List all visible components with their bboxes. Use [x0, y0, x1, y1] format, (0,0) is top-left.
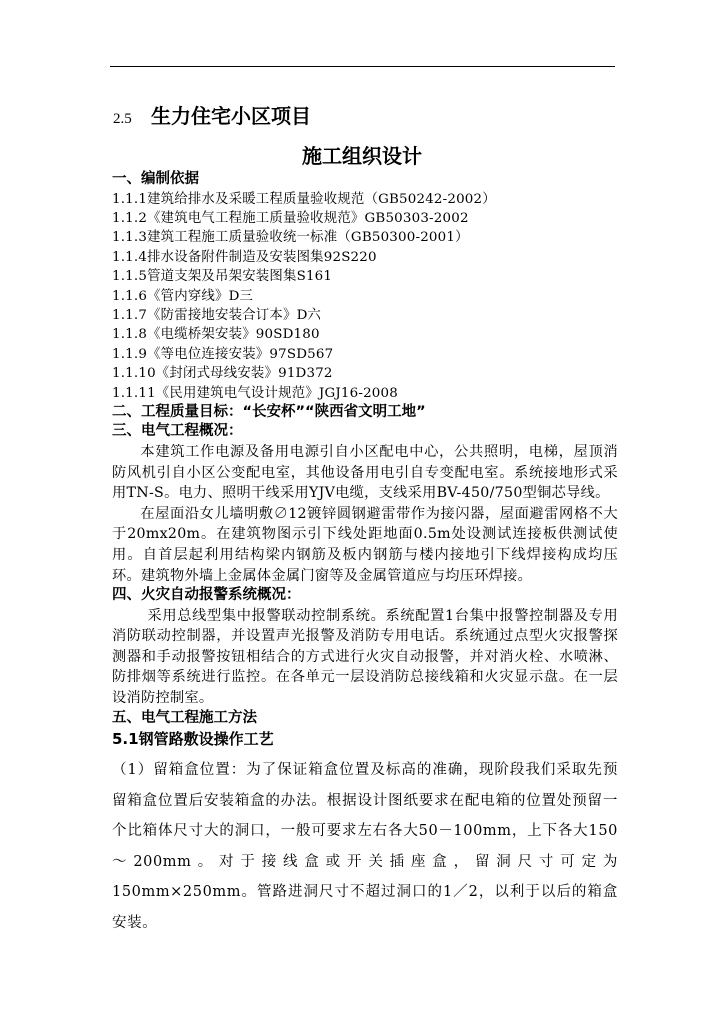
- reference-item: 1.1.10《封闭式母线安装》91D372: [112, 366, 333, 382]
- reference-item: 1.1.1建筑给排水及采暖工程质量验收规范（GB50242-2002）: [112, 191, 496, 207]
- section-heading-fire-alarm: 四、火灾自动报警系统概况：: [112, 587, 301, 604]
- reference-item: 1.1.6《管内穿线》D三: [112, 288, 254, 304]
- reference-item: 1.1.11《民用建筑电气设计规范》JGJ16-2008: [112, 385, 398, 401]
- reference-item: 1.1.2《建筑电气工程施工质量验收规范》GB50303-2002: [112, 210, 469, 226]
- reference-item: 1.1.4排水设备附件制造及安装图集92S220: [112, 249, 377, 265]
- fire-alarm-paragraph: 采用总线型集中报警联动控制系统。系统配置1台集中报警控制器及专用消防联动控制器，并设置声光报警及消防专用电话。系统通过点型火灾报警探测器和手动报警按钮相结合的方式进行火灾自动报警，并对消火栓、水喷淋、防排烟等系统进行监控。在各单元一层设消防总接线箱和火灾显示盘。在一层设消防控制室。: [112, 607, 618, 706]
- reference-item: 1.1.9《等电位连接安装》97SD567: [112, 346, 334, 362]
- page-subtitle-text: 施工组织设计: [302, 144, 422, 168]
- reference-item: 1.1.3建筑工程施工质量验收统一标准（GB50300-2001）: [112, 230, 469, 246]
- reference-item: 1.1.7《防雷接地安装合订本》D六: [112, 307, 322, 323]
- section-heading-construction-method: 五、电气工程施工方法: [112, 709, 257, 726]
- title-line: [113, 100, 311, 129]
- section-heading-basis: 一、编制依据: [112, 171, 199, 187]
- page-title: 生力住宅小区项目: [151, 104, 311, 128]
- reference-list: [112, 190, 618, 403]
- box-reservation-paragraph: （1）留箱盒位置：为了保证箱盒位置及标高的准确，现阶段我们采取先预留箱盒位置后安装箱盒的办法。根据设计图纸要求在配电箱的位置处预留一个比箱体尺寸大的洞口，一般可要求左右各大50－100mm，上下各大150～200mm。对于接线盒或开关插座盒，留洞尺寸可定为150mm×250mm。管路进洞尺寸不超过洞口的1／2，以利于以后的箱盒安装。: [112, 762, 618, 931]
- electrical-overview-paragraph: 本建筑工作电源及备用电源引自小区配电中心，公共照明，电梯，屋顶消防风机引自小区公变配电室，其他设备用电引自专变配电室。系统接地形式采用TN-S。电力、照明干线采用YJV电缆，支线采用BV-450/750型铜芯导线。: [112, 443, 618, 502]
- subsection-heading-steel-conduit: 5.1钢管路敷设操作工艺: [112, 730, 274, 749]
- header-rule: [110, 66, 615, 67]
- lightning-protection-paragraph: 在屋面沿女儿墙明敷∅12镀锌圆钢避雷带作为接闪器，屋面避雷网格不大于20mx20m。在建筑物图示引下线处距地面0.5m处设测试连接板供测试使用。自首层起利用结构梁内钢筋及板内钢筋与楼内接地引下线焊接构成均压环。建筑物外墙上金属体金属门窗等及金属管道应与均压环焊接。: [112, 505, 618, 584]
- reference-item: 1.1.5管道支架及吊架安装图集S161: [112, 269, 333, 285]
- section-heading-quality-target: 二、工程质量目标：“长安杯”“陕西省文明工地”: [112, 403, 426, 420]
- section-number: 2.5: [113, 111, 132, 127]
- reference-item: 1.1.8《电缆桥架安装》90SD180: [112, 327, 320, 343]
- section-heading-electrical-overview: 三、电气工程概况：: [112, 423, 243, 440]
- page-subtitle: [0, 140, 724, 169]
- document-body: [112, 170, 618, 938]
